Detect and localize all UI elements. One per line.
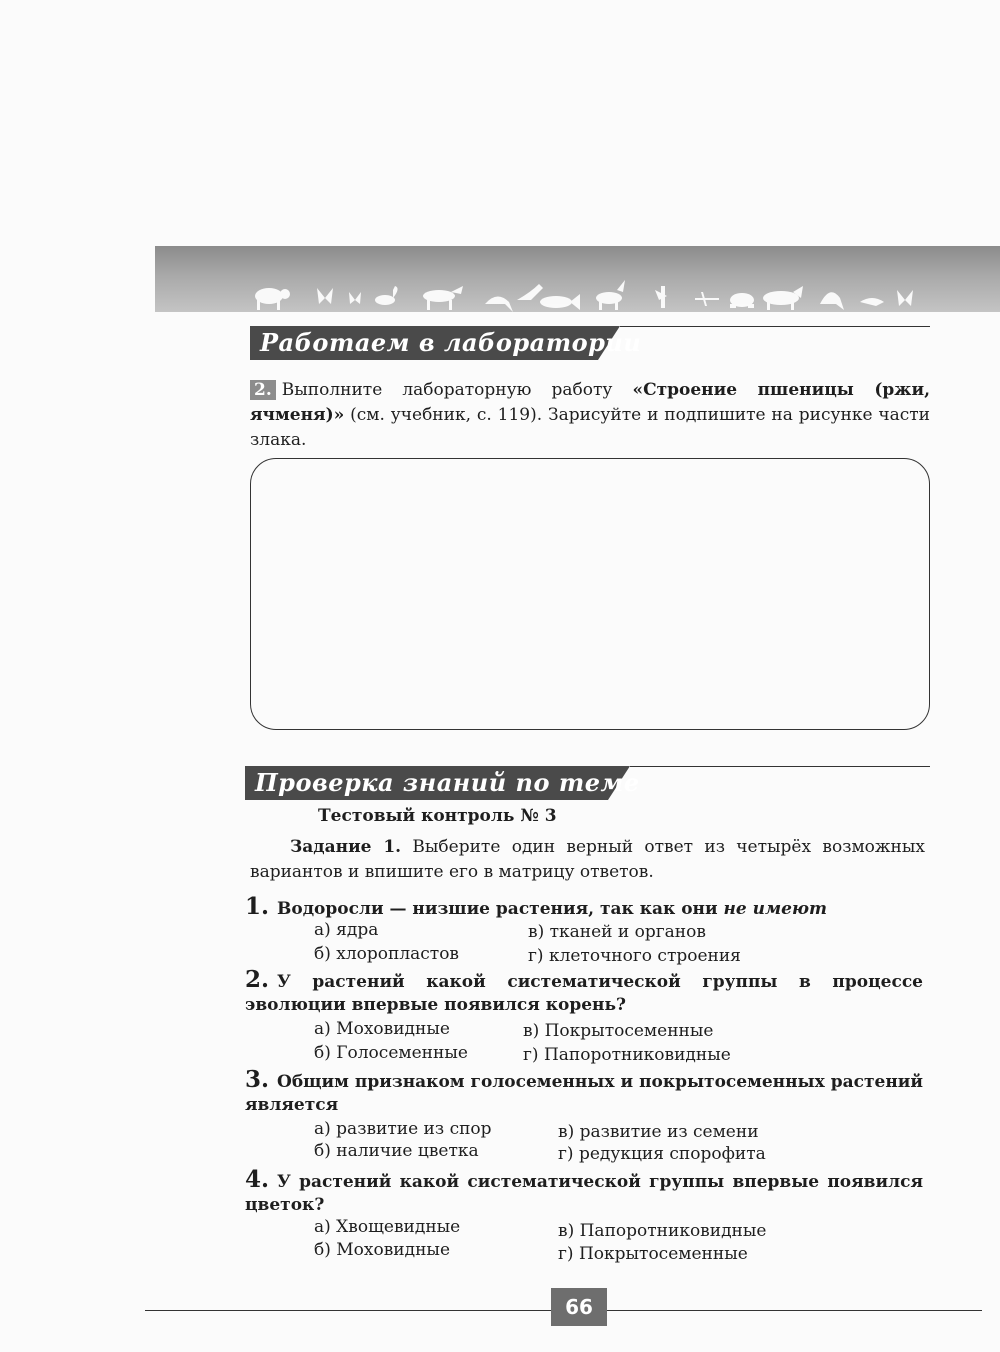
answer-option[interactable]: б) Моховидные: [314, 1240, 451, 1260]
answer-option[interactable]: г) редукция спорофита: [558, 1144, 766, 1164]
answer-option[interactable]: в) развитие из семени: [558, 1122, 759, 1142]
bird-icon: [860, 298, 884, 306]
drawing-area[interactable]: [250, 458, 930, 730]
answer-option[interactable]: б) хлоропластов: [314, 944, 460, 964]
question-number: 2.: [245, 966, 270, 993]
question-number: 3.: [245, 1066, 270, 1093]
footer-rule-right: [607, 1310, 982, 1311]
section-header-check: [245, 766, 930, 800]
buffalo-icon: [255, 288, 290, 310]
footer-rule-left: [145, 1310, 551, 1311]
question-1: 1. Водоросли — низшие растения, так как они не имеют: [245, 893, 827, 920]
question-3: 3. Общим признаком голосеменных и покрытосеменных растений является: [245, 1066, 923, 1115]
answer-option[interactable]: в) Покрытосеменные: [523, 1021, 714, 1041]
dragonfly-icon: [695, 292, 719, 306]
answer-option[interactable]: б) наличие цветка: [314, 1141, 479, 1161]
answer-option[interactable]: г) Покрытосеменные: [558, 1244, 748, 1264]
butterfly-icon: [317, 288, 333, 304]
task-number-badge: 2.: [250, 380, 276, 400]
question-number: 4.: [245, 1166, 270, 1193]
question-2: 2. У растений какой систематической группы в процессе эволюции впервые появился корень?: [245, 966, 923, 1015]
answer-option[interactable]: б) Голосеменные: [314, 1043, 468, 1063]
header-banner: [155, 246, 1000, 312]
test-title: Тестовый контроль № 3: [318, 806, 557, 826]
animal-silhouettes: [155, 246, 1000, 312]
answer-option[interactable]: а) Хвощевидные: [314, 1217, 461, 1237]
answer-option[interactable]: г) клеточного строения: [528, 946, 741, 966]
answer-option[interactable]: а) развитие из спор: [314, 1119, 492, 1139]
answer-option[interactable]: а) Моховидные: [314, 1019, 450, 1039]
lab-task: 2. Выполните лабораторную работу «Строение пшеницы (ржи, ячменя)» (см. учебник, с. 119). Зарисуйте и подпишите на рисунке части злака.: [250, 380, 930, 450]
question-number: 1.: [245, 893, 270, 920]
bird-icon: [517, 284, 543, 300]
fish-icon: [540, 294, 580, 310]
answer-option[interactable]: г) Папоротниковидные: [523, 1045, 731, 1065]
wolf-icon: [763, 286, 803, 310]
heron-icon: [655, 286, 667, 308]
cat-icon: [820, 292, 844, 310]
scorpion-icon: [375, 286, 398, 305]
question-4: 4. У растений какой систематической группы впервые появился цветок?: [245, 1166, 923, 1215]
butterfly-icon: [349, 292, 361, 304]
section-header-lab: [250, 326, 930, 360]
section-title: Работаем в лаборатории: [260, 328, 642, 357]
page-number: 66: [551, 1288, 607, 1326]
horse-icon: [423, 286, 463, 310]
lab-work-title: «Строение пшеницы (ржи, ячменя)»: [250, 380, 930, 425]
butterfly-icon: [897, 290, 913, 306]
section-title: Проверка знаний по теме: [255, 768, 640, 797]
lizard-icon: [485, 296, 513, 312]
deer-icon: [596, 280, 625, 310]
answer-option[interactable]: в) Папоротниковидные: [558, 1221, 767, 1241]
answer-option[interactable]: в) тканей и органов: [528, 922, 706, 942]
answer-option[interactable]: а) ядра: [314, 920, 379, 940]
frog-icon: [730, 293, 754, 308]
assignment-instructions: Задание 1. Выберите один верный ответ из четырёх возможных вариантов и впишите его в матрицу ответов.: [250, 837, 926, 882]
